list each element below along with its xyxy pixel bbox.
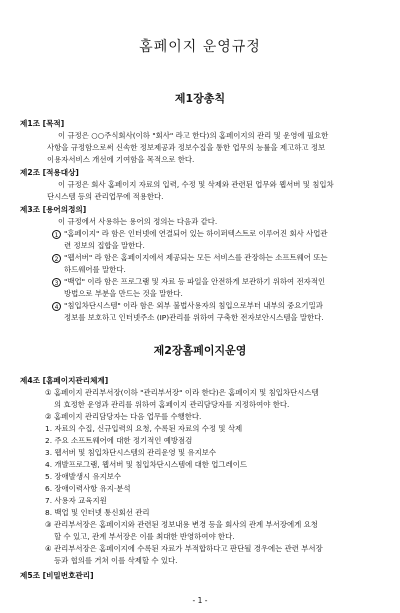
definition-item-line: "침입차단시스템" 이라 함은 외부 불법사용자의 침입으로부터 내부의 중요기밀과 bbox=[64, 301, 323, 310]
item-number-1: 1 bbox=[52, 230, 61, 239]
page-number: - 1 - bbox=[192, 596, 208, 605]
article-4-paragraph-line: ② 홈페이지 관리담당자는 다음 업무를 수행한다. bbox=[45, 412, 202, 421]
duty-list-item: 6. 장애이력사항 유지·분석 bbox=[45, 484, 131, 493]
duty-list-item: 1. 자료의 수집, 신규입력의 요청, 수록된 자료의 수정 및 삭제 bbox=[45, 424, 243, 433]
article-1-line: 사항을 규정함으로써 신속한 정보제공과 정보수집을 통한 업무의 능률을 제고하고 정보 bbox=[47, 143, 326, 152]
document-title: 홈페이지 운영규정 bbox=[139, 39, 261, 55]
article-3-intro: 이 규정에서 사용하는 용어의 정의는 다음과 같다. bbox=[58, 217, 218, 226]
duty-list-item: 2. 주요 소프트웨어에 대한 정기적인 예방점검 bbox=[45, 436, 193, 445]
definition-item-line: 련 정보의 집합을 말한다. bbox=[64, 241, 145, 250]
article-1-heading: 제1조 [목적] bbox=[20, 119, 65, 128]
article-3-heading: 제3조 [용어의정의] bbox=[20, 205, 87, 214]
item-number-4: 4 bbox=[52, 302, 61, 311]
definition-item-line: 하드웨어를 말한다. bbox=[64, 265, 126, 274]
article-2-heading: 제2조 [적용대상] bbox=[20, 168, 79, 177]
definition-item-line: "백업" 이라 함은 프로그램 및 자료 등 파일을 안전하게 보관하기 위하여 전자적인 bbox=[64, 277, 326, 286]
chapter-1-heading: 제1장총칙 bbox=[174, 92, 226, 105]
article-4-paragraph-line: 의 효정한 운영과 관리를 위하여 홈페이지 관리담당자를 지정하여야 한다. bbox=[54, 400, 290, 409]
article-4-paragraph-line: ③ 관리부서장은 홈페이지와 관련된 정보내용 변경 등을 회사의 관계 부서장에게 요청 bbox=[45, 520, 318, 529]
duty-list-item: 4. 개발프로그램, 웹서버 및 침입차단시스템에 대한 업그레이드 bbox=[45, 460, 247, 469]
article-5-heading: 제5조 [비밀번호관리] bbox=[20, 571, 94, 580]
duty-list-item: 3. 웹서버 및 침입차단시스템의 관리운영 및 유지보수 bbox=[45, 448, 217, 457]
article-1-line: 이 규정은 ○○주식회사(이하 "회사" 라고 한다)의 홈페이지의 관리 및 운영에 필요한 bbox=[58, 131, 329, 140]
article-4-paragraph-line: ① 홈페이지 관리부서장(이하 "관리부서장" 이라 한다)은 홈페이지 및 침입차단시스템 bbox=[45, 388, 319, 397]
article-2-line: 단시스템 등의 관리업무에 적용한다. bbox=[47, 192, 164, 201]
article-2-line: 이 규정은 회사 홈페이지 자료의 입력, 수정 및 삭제와 관련된 업무와 웹서버 및 침입차 bbox=[58, 180, 334, 189]
article-1-line: 이용자서비스 개선에 기여함을 목적으로 한다. bbox=[47, 155, 195, 164]
definition-item-line: "홈페이지" 라 함은 인터넷에 연결되어 있는 하이퍼텍스트로 이루어진 회사 사업관 bbox=[64, 229, 328, 238]
article-4-paragraph-line: 등과 협의를 거쳐 이를 삭제할 수 있다. bbox=[54, 556, 178, 565]
article-4-heading: 제4조 [홈페이지관리체계] bbox=[20, 376, 109, 385]
duty-list-item: 8. 백업 및 인터넷 통신회선 관리 bbox=[45, 508, 150, 517]
definition-item-line: 정보를 보호하고 인터넷주소 (IP)관리를 위하여 구축한 전자보안시스템을 말한다. bbox=[64, 313, 324, 322]
item-number-3: 3 bbox=[52, 278, 61, 287]
article-4-paragraph-line: ④ 관리부서장은 홈페이지에 수록된 자료가 부적합하다고 판단될 경우에는 관련 부서장 bbox=[45, 544, 323, 553]
duty-list-item: 7. 사용자 교육지원 bbox=[45, 496, 107, 505]
item-number-2: 2 bbox=[52, 254, 61, 263]
chapter-2-heading: 제2장홈페이지운영 bbox=[153, 344, 247, 357]
definition-item-line: 방법으로 부분을 만드는 것을 말한다. bbox=[64, 289, 183, 298]
article-4-paragraph-line: 할 수 있고, 관계 부서장은 이를 최대한 반영하여야 한다. bbox=[54, 532, 235, 541]
duty-list-item: 5. 장애발생시 유지보수 bbox=[45, 472, 122, 481]
definition-item-line: "웹서버" 라 함은 홈페이지에서 제공되는 모든 서비스를 관장하는 소프트웨어 또는 bbox=[64, 253, 328, 262]
